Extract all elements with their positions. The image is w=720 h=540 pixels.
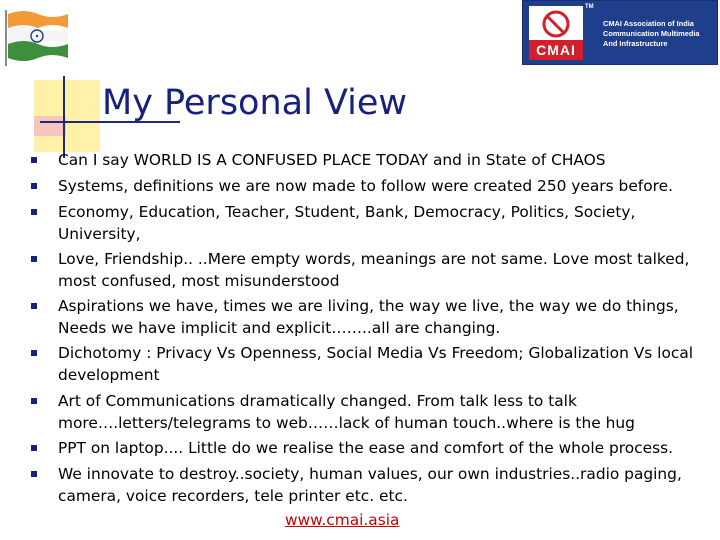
list-item-text: Dichotomy : Privacy Vs Openness, Social Media Vs Freedom; Globalization Vs local [58,344,694,362]
bullet-icon [31,398,37,404]
list-item-text: Love, Friendship.. ..Mere empty words, meanings are not same. Love most talked, [58,250,690,268]
trademark-label: TM [585,4,594,10]
logo-text-line: Communication Multimedia [603,29,700,38]
bullet-icon [31,445,37,451]
bullet-icon [31,471,37,477]
logo-text-line: CMAI Association of India [603,19,694,28]
list-item-text: more….letters/telegrams to web……lack of human touch..where is the hug [58,413,635,432]
bullet-icon [31,350,37,356]
list-item [58,176,716,198]
list-item [58,464,716,507]
list-item [58,391,716,434]
list-item-text: We innovate to destroy..society, human values, our own industries..radio paging, [58,465,682,483]
page-title: My Personal View [102,83,408,123]
bullet-icon [31,303,37,309]
list-item-text: camera, voice recorders, tele printer etc. etc. [58,486,408,505]
list-item-text: Aspirations we have, times we are living, the way we live, the way we do things, [58,297,679,315]
cmai-logo-mark-text: CMAI [536,42,576,58]
list-item-text: Needs we have implicit and explicit……..all are changing. [58,318,501,337]
bullet-icon [31,183,37,189]
list-item-text: development [58,365,160,384]
list-item [58,202,716,245]
list-item-text: Systems, definitions we are now made to follow were created 250 years before. [58,177,673,195]
list-item-text: most confused, most misunderstood [58,271,340,290]
list-item-text: Economy, Education, Teacher, Student, Bank, Democracy, Politics, Society, [58,203,636,221]
list-item [58,343,716,386]
list-item [58,296,716,339]
list-item-text: University, [58,224,141,243]
list-item-text: Can I say WORLD IS A CONFUSED PLACE TODAY and in State of CHAOS [58,151,606,169]
list-item-text: PPT on laptop.... Little do we realise the ease and comfort of the whole process. [58,439,674,457]
website-link[interactable]: www.cmai.asia [285,511,400,529]
bullet-icon [31,256,37,262]
list-item [58,438,716,460]
list-item-text: Art of Communications dramatically changed. From talk less to talk [58,392,577,410]
bullet-icon [31,157,37,163]
list-item [58,249,716,292]
logo-text-line: And Infrastructure [603,39,668,48]
list-item [58,150,716,172]
bullet-icon [31,209,37,215]
